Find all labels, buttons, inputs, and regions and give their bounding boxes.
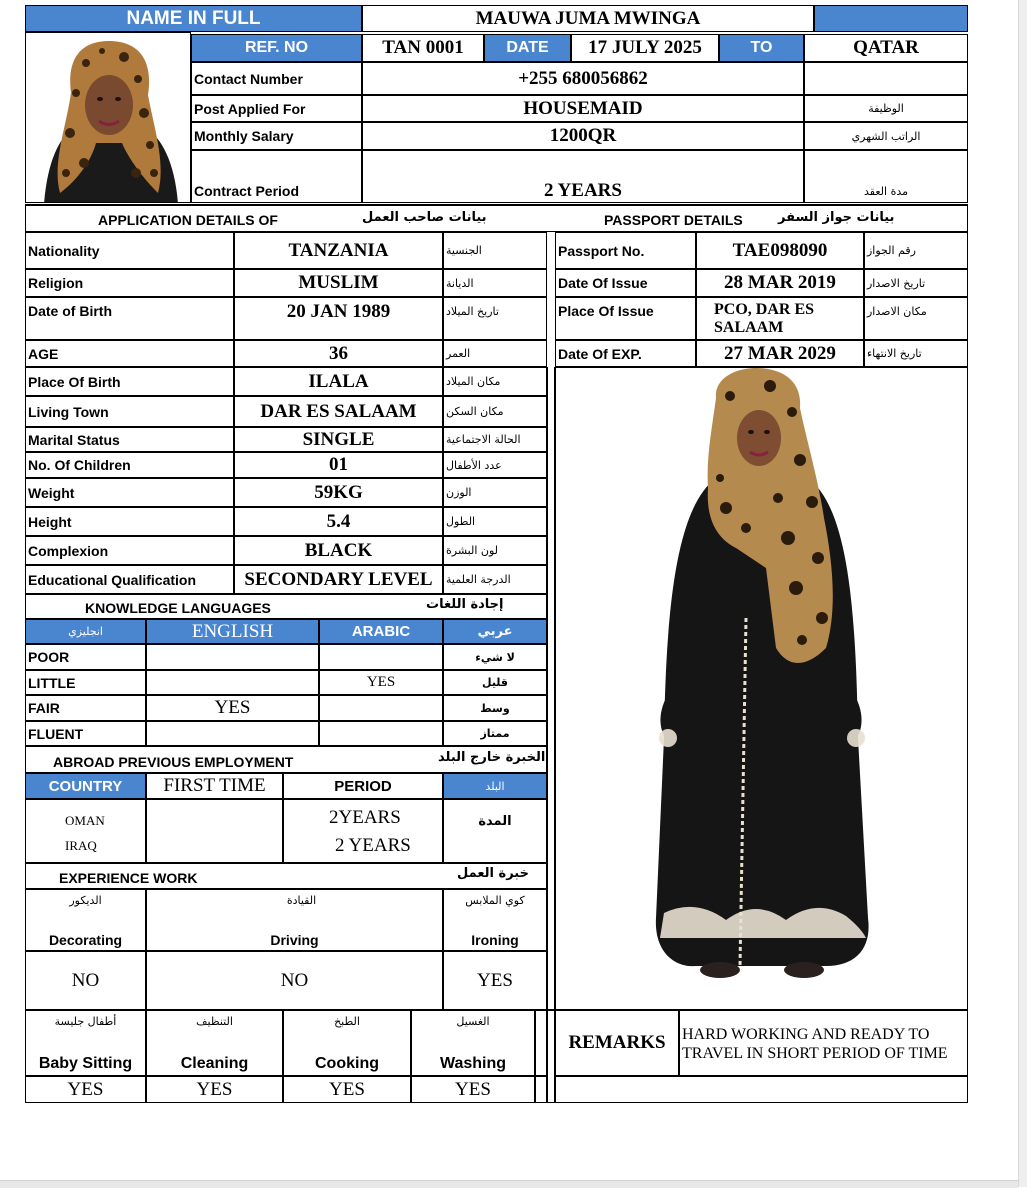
name-label: NAME IN FULL bbox=[25, 5, 362, 32]
nationality-label: Nationality bbox=[25, 232, 234, 269]
issue-place-ar: مكان الاصدار bbox=[864, 297, 968, 340]
living-town-label: Living Town bbox=[25, 396, 234, 427]
passport-no-label: Passport No. bbox=[555, 232, 696, 269]
country-2: IRAQ bbox=[65, 837, 97, 853]
experience-spacer-bottom bbox=[535, 1076, 547, 1103]
washing-ar: الغسيل bbox=[456, 1015, 490, 1028]
religion-value: MUSLIM bbox=[234, 269, 443, 297]
religion-label: Religion bbox=[25, 269, 234, 297]
cooking-value: YES bbox=[283, 1076, 411, 1103]
application-details-title: APPLICATION DETAILS OF bbox=[98, 212, 278, 228]
weight-value: 59KG bbox=[234, 478, 443, 507]
nationality-ar: الجنسية bbox=[443, 232, 547, 269]
employment-title-row bbox=[25, 746, 547, 773]
cooking-ar: الطبخ bbox=[334, 1015, 360, 1028]
lang-fair-english: YES bbox=[146, 695, 319, 721]
english-ar-header: انجليزي bbox=[25, 619, 146, 644]
passport-details-ar: بيانات جواز السفر bbox=[778, 210, 895, 225]
ref-value: TAN 0001 bbox=[362, 34, 484, 62]
to-label: TO bbox=[719, 34, 804, 62]
column-divider bbox=[547, 367, 555, 1010]
weight-label: Weight bbox=[25, 478, 234, 507]
contact-label: Contact Number bbox=[191, 62, 362, 95]
baby-sitting-label: Baby Sitting bbox=[38, 1055, 133, 1072]
cleaning-value: YES bbox=[146, 1076, 283, 1103]
lang-little-arabic: YES bbox=[319, 670, 443, 695]
age-ar: العمر bbox=[443, 340, 547, 367]
languages-title: KNOWLEDGE LANGUAGES bbox=[85, 600, 271, 616]
remarks-text: HARD WORKING AND READY TO TRAVEL IN SHORT PERIOD OF TIME bbox=[679, 1010, 968, 1076]
height-label: Height bbox=[25, 507, 234, 536]
cleaning-ar: التنظيف bbox=[196, 1015, 233, 1028]
marital-status-label: Marital Status bbox=[25, 427, 234, 452]
post-ar: الوظيفة bbox=[804, 95, 968, 122]
to-value: QATAR bbox=[804, 34, 968, 62]
contract-value: 2 YEARS bbox=[362, 150, 804, 203]
decorating-label: Decorating bbox=[48, 932, 123, 948]
post-value: HOUSEMAID bbox=[362, 95, 804, 122]
age-label: AGE bbox=[25, 340, 234, 367]
country-1: OMAN bbox=[65, 812, 105, 828]
driving-ar: القيادة bbox=[286, 894, 317, 907]
lang-fluent-arabic bbox=[319, 721, 443, 746]
lang-little-label: LITTLE bbox=[25, 670, 146, 695]
lang-poor-arabic bbox=[319, 644, 443, 670]
header-blank-cell bbox=[814, 5, 968, 32]
issue-date-ar: تاريخ الاصدار bbox=[864, 269, 968, 297]
passport-no-value: TAE098090 bbox=[696, 232, 864, 269]
lang-fair-arabic bbox=[319, 695, 443, 721]
first-time-header: FIRST TIME bbox=[146, 773, 283, 799]
issue-date-value: 28 MAR 2019 bbox=[696, 269, 864, 297]
contract-ar: مدة العقد bbox=[804, 150, 968, 203]
cleaning-cell bbox=[146, 1010, 283, 1076]
place-of-birth-label: Place Of Birth bbox=[25, 367, 234, 396]
dob-label: Date of Birth bbox=[25, 297, 234, 340]
period-ar: المدة bbox=[443, 799, 547, 863]
dob-value: 20 JAN 1989 bbox=[234, 297, 443, 340]
passport-no-ar: رقم الجواز bbox=[864, 232, 968, 269]
ironing-cell bbox=[443, 889, 547, 951]
lang-poor-label: POOR bbox=[25, 644, 146, 670]
vertical-scrollbar[interactable] bbox=[1018, 0, 1027, 1187]
baby-sitting-value: YES bbox=[25, 1076, 146, 1103]
place-of-birth-value: ILALA bbox=[234, 367, 443, 396]
english-header: ENGLISH bbox=[146, 619, 319, 644]
washing-label: Washing bbox=[439, 1055, 507, 1072]
languages-title-row bbox=[25, 594, 547, 619]
lang-poor-english bbox=[146, 644, 319, 670]
salary-ar: الراتب الشهري bbox=[804, 122, 968, 150]
experience-title-ar: خبرة العمل bbox=[457, 866, 529, 881]
arabic-header: ARABIC bbox=[319, 619, 443, 644]
height-ar: الطول bbox=[443, 507, 547, 536]
weight-ar: الوزن bbox=[443, 478, 547, 507]
cleaning-label: Cleaning bbox=[180, 1055, 249, 1072]
period-header: PERIOD bbox=[283, 773, 443, 799]
expiry-value: 27 MAR 2029 bbox=[696, 340, 864, 367]
children-label: No. Of Children bbox=[25, 452, 234, 478]
employment-title-ar: الخبرة خارج البلد bbox=[438, 750, 546, 765]
first-time-cell bbox=[146, 799, 283, 863]
name-value: MAUWA JUMA MWINGA bbox=[362, 5, 814, 32]
complexion-value: BLACK bbox=[234, 536, 443, 565]
lang-fluent-ar: ممتاز bbox=[443, 721, 547, 746]
countries-cell bbox=[25, 799, 146, 863]
washing-cell bbox=[411, 1010, 535, 1076]
contact-value: +255 680056862 bbox=[362, 62, 804, 95]
decorating-cell bbox=[25, 889, 146, 951]
cooking-label: Cooking bbox=[315, 1055, 379, 1072]
lang-fluent-english bbox=[146, 721, 319, 746]
education-value: SECONDARY LEVEL bbox=[234, 565, 443, 594]
children-ar: عدد الأطفال bbox=[443, 452, 547, 478]
baby-sitting-ar: أطفال جليسة bbox=[54, 1015, 117, 1028]
ironing-ar: كوي الملابس bbox=[465, 894, 525, 907]
height-value: 5.4 bbox=[234, 507, 443, 536]
washing-value: YES bbox=[411, 1076, 535, 1103]
lang-fair-label: FAIR bbox=[25, 695, 146, 721]
living-town-ar: مكان السكن bbox=[443, 396, 547, 427]
country-header: COUNTRY bbox=[25, 773, 146, 799]
complexion-label: Complexion bbox=[25, 536, 234, 565]
passport-details-title: PASSPORT DETAILS bbox=[604, 212, 743, 228]
post-label: Post Applied For bbox=[191, 95, 362, 122]
cooking-cell bbox=[283, 1010, 411, 1076]
ref-label: REF. NO bbox=[191, 34, 362, 62]
lang-poor-ar: لا شيء bbox=[443, 644, 547, 670]
bottom-gap-cell bbox=[547, 1010, 555, 1103]
marital-status-ar: الحالة الاجتماعية bbox=[443, 427, 547, 452]
experience-spacer-top bbox=[535, 1010, 547, 1076]
decorating-value: NO bbox=[25, 951, 146, 1010]
date-label: DATE bbox=[484, 34, 571, 62]
age-value: 36 bbox=[234, 340, 443, 367]
employment-title: ABROAD PREVIOUS EMPLOYMENT bbox=[53, 754, 294, 770]
remarks-label: REMARKS bbox=[555, 1010, 679, 1076]
education-label: Educational Qualification bbox=[25, 565, 234, 594]
country-ar-header: البلد bbox=[443, 773, 547, 799]
arabic-ar-header: عربي bbox=[443, 619, 547, 644]
section-header-row bbox=[25, 204, 968, 232]
experience-title-row bbox=[25, 863, 547, 889]
period-2: 2 YEARS bbox=[335, 835, 411, 856]
nationality-value: TANZANIA bbox=[234, 232, 443, 269]
religion-ar: الديانة bbox=[443, 269, 547, 297]
issue-date-label: Date Of Issue bbox=[555, 269, 696, 297]
salary-label: Monthly Salary bbox=[191, 122, 362, 150]
application-details-ar: بيانات صاحب العمل bbox=[362, 210, 487, 225]
expiry-ar: تاريخ الانتهاء bbox=[864, 340, 968, 367]
contact-ar-blank bbox=[804, 62, 968, 95]
portrait-photo bbox=[25, 32, 191, 203]
remarks-bottom-row bbox=[555, 1076, 968, 1103]
place-of-birth-ar: مكان الميلاد bbox=[443, 367, 547, 396]
lang-little-ar: قليل bbox=[443, 670, 547, 695]
experience-title: EXPERIENCE WORK bbox=[59, 870, 198, 886]
full-body-photo bbox=[555, 367, 968, 1010]
issue-place-label: Place Of Issue bbox=[555, 297, 696, 340]
complexion-ar: لون البشرة bbox=[443, 536, 547, 565]
periods-cell bbox=[283, 799, 443, 863]
driving-label: Driving bbox=[270, 932, 319, 948]
salary-value: 1200QR bbox=[362, 122, 804, 150]
contract-label: Contract Period bbox=[191, 150, 362, 203]
ironing-value: YES bbox=[443, 951, 547, 1010]
lang-fluent-label: FLUENT bbox=[25, 721, 146, 746]
children-value: 01 bbox=[234, 452, 443, 478]
ironing-label: Ironing bbox=[471, 932, 519, 948]
date-value: 17 JULY 2025 bbox=[571, 34, 719, 62]
living-town-value: DAR ES SALAAM bbox=[234, 396, 443, 427]
lang-fair-ar: وسط bbox=[443, 695, 547, 721]
issue-place-value: PCO, DAR ES SALAAM bbox=[696, 297, 864, 340]
baby-sitting-cell bbox=[25, 1010, 146, 1076]
period-1: 2YEARS bbox=[329, 807, 401, 828]
driving-value: NO bbox=[146, 951, 443, 1010]
driving-cell bbox=[146, 889, 443, 951]
decorating-ar: الديكور bbox=[69, 894, 102, 907]
dob-ar: تاريخ الميلاد bbox=[443, 297, 547, 340]
expiry-label: Date Of EXP. bbox=[555, 340, 696, 367]
marital-status-value: SINGLE bbox=[234, 427, 443, 452]
education-ar: الدرجة العلمية bbox=[443, 565, 547, 594]
languages-title-ar: إجادة اللغات bbox=[426, 597, 504, 612]
lang-little-english bbox=[146, 670, 319, 695]
